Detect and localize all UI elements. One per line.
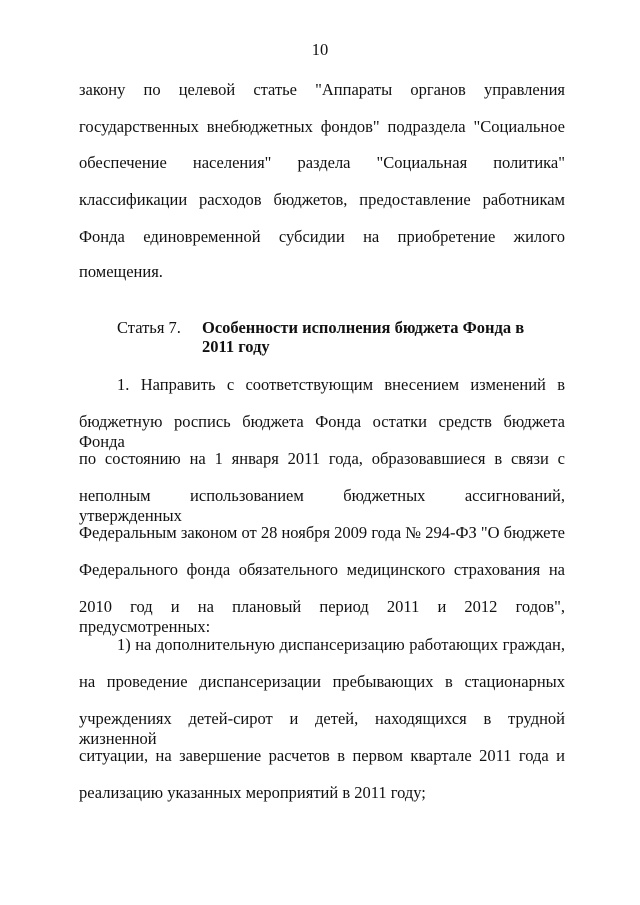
text-line: Федеральным законом от 28 ноября 2009 года № 294-ФЗ "О бюджете	[79, 523, 565, 542]
article-title: Особенности исполнения бюджета Фонда в	[202, 318, 525, 337]
text-line: 2010 год и на плановый период 2011 и 2012 годов", предусмотренных:	[79, 597, 565, 636]
text-line: учреждениях детей-сирот и детей, находящихся в трудной жизненной	[79, 709, 565, 748]
text-line: неполным использованием бюджетных ассигнований, утвержденных	[79, 486, 565, 525]
text-line: помещения.	[79, 262, 163, 281]
text-line: 1) на дополнительную диспансеризацию работающих граждан,	[117, 635, 565, 654]
article-title-cont: 2011 году	[202, 337, 270, 356]
text-line: бюджетную роспись бюджета Фонда остатки средств бюджета Фонда	[79, 412, 565, 451]
article-label: Статья 7.	[117, 318, 181, 337]
text-line: Федерального фонда обязательного медицинского страхования на	[79, 560, 565, 579]
text-line: реализацию указанных мероприятий в 2011 году;	[79, 783, 426, 802]
text-line: обеспечение населения" раздела "Социальная политика"	[79, 153, 565, 172]
text-line: классификации расходов бюджетов, предоставление работникам	[79, 190, 565, 209]
text-line: Фонда единовременной субсидии на приобретение жилого	[79, 227, 565, 246]
page-number: 10	[311, 40, 329, 59]
text-line: закону по целевой статье "Аппараты органов управления	[79, 80, 565, 99]
text-line: на проведение диспансеризации пребывающих в стационарных	[79, 672, 565, 691]
text-line: государственных внебюджетных фондов" подраздела "Социальное	[79, 117, 565, 136]
text-line: ситуации, на завершение расчетов в первом квартале 2011 года и	[79, 746, 565, 765]
text-line: по состоянию на 1 января 2011 года, образовавшиеся в связи с	[79, 449, 565, 468]
text-line: 1. Направить с соответствующим внесением изменений в	[117, 375, 565, 394]
